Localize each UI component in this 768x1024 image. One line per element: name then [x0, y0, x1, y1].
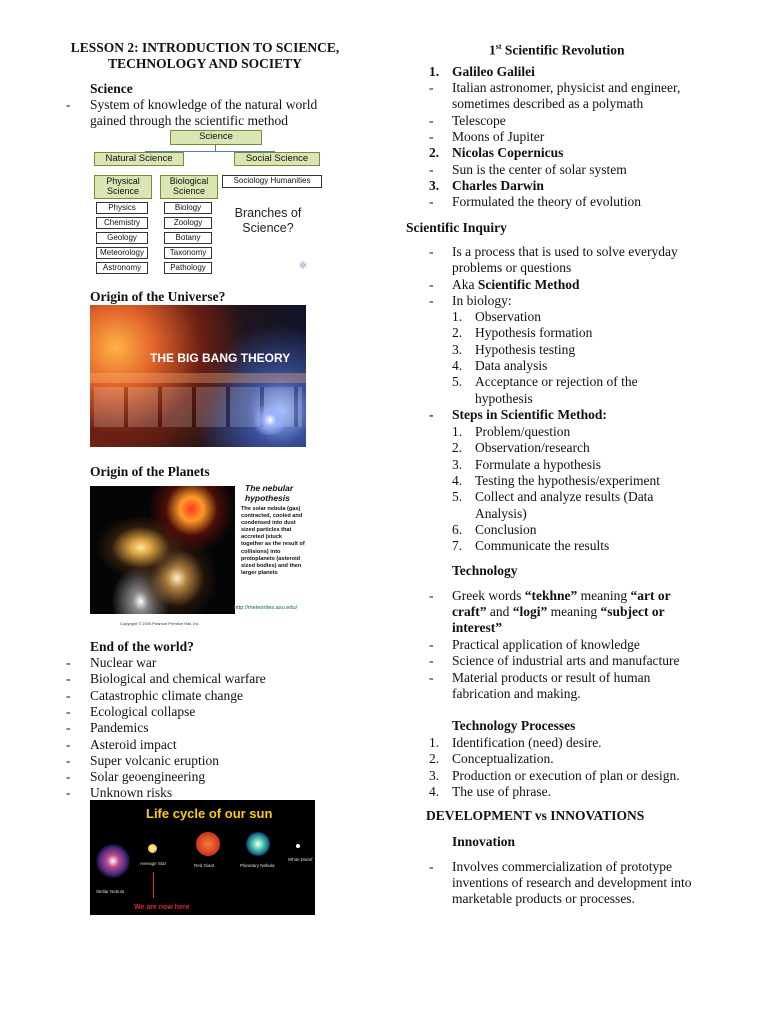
dash-bullet: -: [429, 277, 434, 292]
aka-bold: Scientific Method: [477, 277, 580, 292]
list-number: 3.: [429, 178, 440, 193]
copernicus: Nicolas Copernicus: [452, 145, 564, 160]
list-number: 4.: [452, 472, 463, 488]
darwin-description: Formulated the theory of evolution: [452, 194, 641, 209]
branches-caption: [218, 206, 318, 236]
dash-bullet: -: [66, 769, 71, 785]
greek-i: “subject or: [600, 604, 665, 619]
method-step: Formulate a hypothesis: [475, 456, 601, 472]
timeline-band: [90, 373, 306, 383]
biological-item: Botany: [164, 232, 212, 244]
technology-item: Practical application of knowledge: [452, 637, 640, 652]
innovation-heading: Innovation: [452, 834, 516, 849]
dash-bullet: -: [429, 80, 434, 95]
physical-science-box: [94, 175, 152, 199]
biological-item: Biology: [164, 202, 212, 214]
science-definition-line-2: gained through the scientific method: [90, 113, 288, 128]
method-step: Observation/research: [475, 440, 590, 456]
nebular-copyright: Copyright © 2005 Pearson Prentice Hall, Inc.: [120, 621, 200, 626]
nebular-link: http://meteorites.asu.edu/: [234, 605, 298, 611]
caption-line-1: Branches of: [234, 206, 302, 220]
biology-step: Acceptance or rejection of the: [475, 374, 638, 390]
technology-item: fabrication and making.: [452, 685, 581, 701]
greek-e: craft”: [452, 604, 487, 619]
method-step: Collect and analyze results (Data: [475, 489, 654, 505]
aka-prefix: Aka: [452, 277, 478, 292]
greek-c: meaning: [577, 588, 631, 603]
in-biology: In biology:: [452, 293, 512, 308]
biology-step: Hypothesis formation: [475, 325, 593, 341]
list-number: 3.: [452, 341, 463, 357]
lesson-title: [40, 40, 370, 72]
greek-g: “logi”: [512, 604, 548, 619]
arrow-line: [153, 872, 154, 898]
caption-line-2: Science?: [242, 221, 294, 235]
sociology-humanities-box: Sociology Humanities: [222, 175, 322, 188]
method-step: Conclusion: [475, 521, 537, 537]
biology-step: Data analysis: [475, 357, 548, 373]
life-cycle-title: Life cycle of our sun: [146, 806, 273, 821]
process-item: The use of phrase.: [452, 783, 551, 799]
science-box: Science: [170, 130, 262, 145]
greek-words-line-1: [452, 588, 671, 604]
title-line-2: TECHNOLOGY AND SOCIETY: [108, 56, 302, 71]
list-number: 2.: [429, 145, 440, 160]
list-number: 5.: [452, 374, 463, 390]
dash-bullet: -: [429, 637, 434, 652]
science-heading: Science: [90, 81, 133, 96]
dash-bullet: -: [429, 653, 434, 669]
greek-words-line-3: interest”: [452, 620, 502, 635]
method-step: Testing the hypothesis/experiment: [475, 472, 661, 488]
life-cycle-stage-label: Red Giant: [194, 863, 215, 868]
list-number: 1.: [429, 735, 440, 750]
red-giant-shape: [196, 832, 220, 856]
list-number: 7.: [452, 538, 463, 554]
social-science-box: Social Science: [234, 152, 320, 166]
biological-item: Zoology: [164, 217, 212, 229]
galileo-description-1: Italian astronomer, physicist and engineer,: [452, 80, 681, 95]
dash-bullet: -: [66, 736, 71, 752]
life-cycle-stage-label: White Dwarf: [288, 857, 313, 862]
dash-bullet: -: [429, 244, 434, 259]
biological-item: Taxonomy: [164, 247, 212, 259]
list-number: 1.: [452, 309, 463, 324]
life-cycle-stage-label: Average Star: [140, 861, 167, 866]
processes-heading: Technology Processes: [452, 718, 576, 733]
greek-f: and: [486, 604, 513, 619]
nebular-body: The solar nebula (gas) contracted, cooled and condensed into dust sized particles that accreted (stuck together as the result of collisions) into protoplanets (asteroid sized bodies) and then larger planets: [241, 506, 305, 576]
big-bang-image: [90, 305, 306, 447]
nebular-image: [90, 486, 235, 614]
biology-step: Hypothesis testing: [475, 341, 576, 357]
big-bang-title: THE BIG BANG THEORY: [150, 351, 291, 365]
end-of-world-item: Ecological collapse: [90, 703, 196, 719]
greek-d: “art or: [630, 588, 671, 603]
galileo-description-2: sometimes described as a polymath: [452, 96, 644, 111]
dash-bullet: -: [429, 407, 434, 422]
revolution-title: Scientific Revolution: [504, 42, 625, 58]
dash-bullet: -: [429, 588, 434, 603]
end-of-world-item: Asteroid impact: [90, 736, 177, 752]
dash-bullet: -: [429, 669, 434, 685]
biological-science-label: Biological Science: [169, 176, 209, 196]
greek-h: meaning: [547, 604, 601, 619]
list-number: 3.: [452, 456, 463, 472]
stellar-nebula-shape: [96, 844, 130, 878]
atom-icon: ⚛: [298, 260, 308, 272]
list-number: 4.: [452, 357, 463, 373]
end-of-world-item: Unknown risks: [90, 785, 173, 801]
universe-heading: Origin of the Universe?: [90, 289, 226, 304]
dash-bullet: -: [429, 293, 434, 308]
we-are-now-here: We are now here: [134, 904, 190, 911]
moons-of-jupiter: Moons of Jupiter: [452, 129, 545, 144]
revolution-heading: [489, 39, 625, 59]
end-of-world-item: Solar geoengineering: [90, 769, 206, 785]
technology-item: Science of industrial arts and manufacture: [452, 653, 680, 669]
dash-bullet: -: [66, 720, 71, 736]
aka-scientific-method: [452, 277, 579, 293]
end-of-world-item: Biological and chemical warfare: [90, 671, 266, 687]
list-number: 2.: [452, 440, 463, 456]
dash-bullet: -: [66, 703, 71, 719]
average-star-shape: [148, 844, 157, 853]
list-number: 1.: [429, 64, 440, 79]
dash-bullet: -: [66, 671, 71, 687]
biology-step: hypothesis: [475, 390, 533, 406]
process-item: Conceptualization.: [452, 751, 554, 767]
galileo: Galileo Galilei: [452, 64, 535, 79]
greek-b: “tekhne”: [524, 588, 578, 603]
biological-science-box: [160, 175, 218, 199]
innovation-line-1: Involves commercialization of prototype: [452, 859, 673, 874]
list-number: 1.: [452, 424, 463, 439]
development-heading: DEVELOPMENT vs INNOVATIONS: [426, 808, 645, 823]
biological-item: Pathology: [164, 262, 212, 274]
nebular-title-line-1: The nebular: [245, 483, 294, 493]
list-number: 3.: [429, 767, 440, 783]
dash-bullet: -: [66, 97, 71, 112]
dash-bullet: -: [429, 113, 434, 128]
end-of-world-item: Super volcanic eruption: [90, 752, 219, 768]
physical-item: Physics: [96, 202, 148, 214]
process-item: Production or execution of plan or design.: [452, 767, 680, 783]
physical-science-label: Physical Science: [106, 176, 140, 196]
revolution-ordinal-suffix: st: [495, 42, 502, 51]
list-number: 4.: [429, 783, 440, 799]
method-step: Communicate the results: [475, 538, 610, 554]
nebular-title-line-2: hypothesis: [245, 493, 290, 503]
list-number: 2.: [429, 751, 440, 767]
white-dwarf-shape: [296, 844, 300, 848]
copernicus-description: Sun is the center of solar system: [452, 162, 627, 177]
steps-heading: Steps in Scientific Method:: [452, 407, 607, 422]
list-number: 2.: [452, 325, 463, 341]
natural-science-box: Natural Science: [94, 152, 184, 166]
revolution-ordinal: 1: [489, 42, 496, 58]
inquiry-line-2: problems or questions: [452, 260, 572, 275]
dash-bullet: -: [429, 162, 434, 177]
physical-item: Chemistry: [96, 217, 148, 229]
end-of-world-item: Pandemics: [90, 720, 149, 736]
nebular-title: [245, 483, 293, 503]
branches-of-science-diagram: [90, 128, 320, 274]
dash-bullet: -: [429, 194, 434, 209]
life-cycle-stage-label: Stellar Nebula: [96, 889, 125, 894]
technology-item: Material products or result of human: [452, 669, 651, 685]
darwin: Charles Darwin: [452, 178, 544, 193]
planetary-nebula-shape: [246, 832, 270, 856]
list-number: 5.: [452, 489, 463, 505]
galaxy-spiral: [250, 405, 290, 435]
dash-bullet: -: [429, 859, 434, 874]
dash-bullet: -: [66, 785, 71, 801]
dash-bullet: -: [66, 687, 71, 703]
life-cycle-stage-label: Planetary Nebula: [240, 863, 275, 868]
innovation-line-3: marketable products or processes.: [452, 891, 635, 906]
biology-step: Observation: [475, 309, 541, 324]
end-of-world-heading: End of the world?: [90, 639, 194, 654]
inquiry-heading: Scientific Inquiry: [406, 220, 507, 235]
process-item: Identification (need) desire.: [452, 735, 602, 750]
inquiry-line-1: Is a process that is used to solve everyday: [452, 244, 678, 259]
science-definition-line-1: System of knowledge of the natural world: [90, 97, 318, 112]
title-line-1: LESSON 2: INTRODUCTION TO SCIENCE,: [70, 40, 340, 55]
method-step: Problem/question: [475, 424, 571, 439]
physical-item: Astronomy: [96, 262, 148, 274]
physical-item: Meteorology: [96, 247, 148, 259]
greek-words-line-2: [452, 604, 665, 620]
list-number: 6.: [452, 521, 463, 537]
planets-heading: Origin of the Planets: [90, 464, 210, 479]
end-of-world-item: Catastrophic climate change: [90, 687, 243, 703]
sun-life-cycle-image: [90, 800, 315, 915]
dash-bullet: -: [66, 655, 71, 670]
greek-a: Greek words: [452, 588, 525, 603]
telescope: Telescope: [452, 113, 506, 128]
method-step: Analysis): [475, 505, 527, 521]
end-of-world-item: Nuclear war: [90, 655, 157, 670]
dash-bullet: -: [66, 752, 71, 768]
innovation-line-2: inventions of research and development into: [452, 875, 692, 890]
technology-heading: Technology: [452, 563, 518, 578]
physical-item: Geology: [96, 232, 148, 244]
dash-bullet: -: [429, 129, 434, 144]
nebular-hypothesis-figure: [90, 482, 305, 624]
